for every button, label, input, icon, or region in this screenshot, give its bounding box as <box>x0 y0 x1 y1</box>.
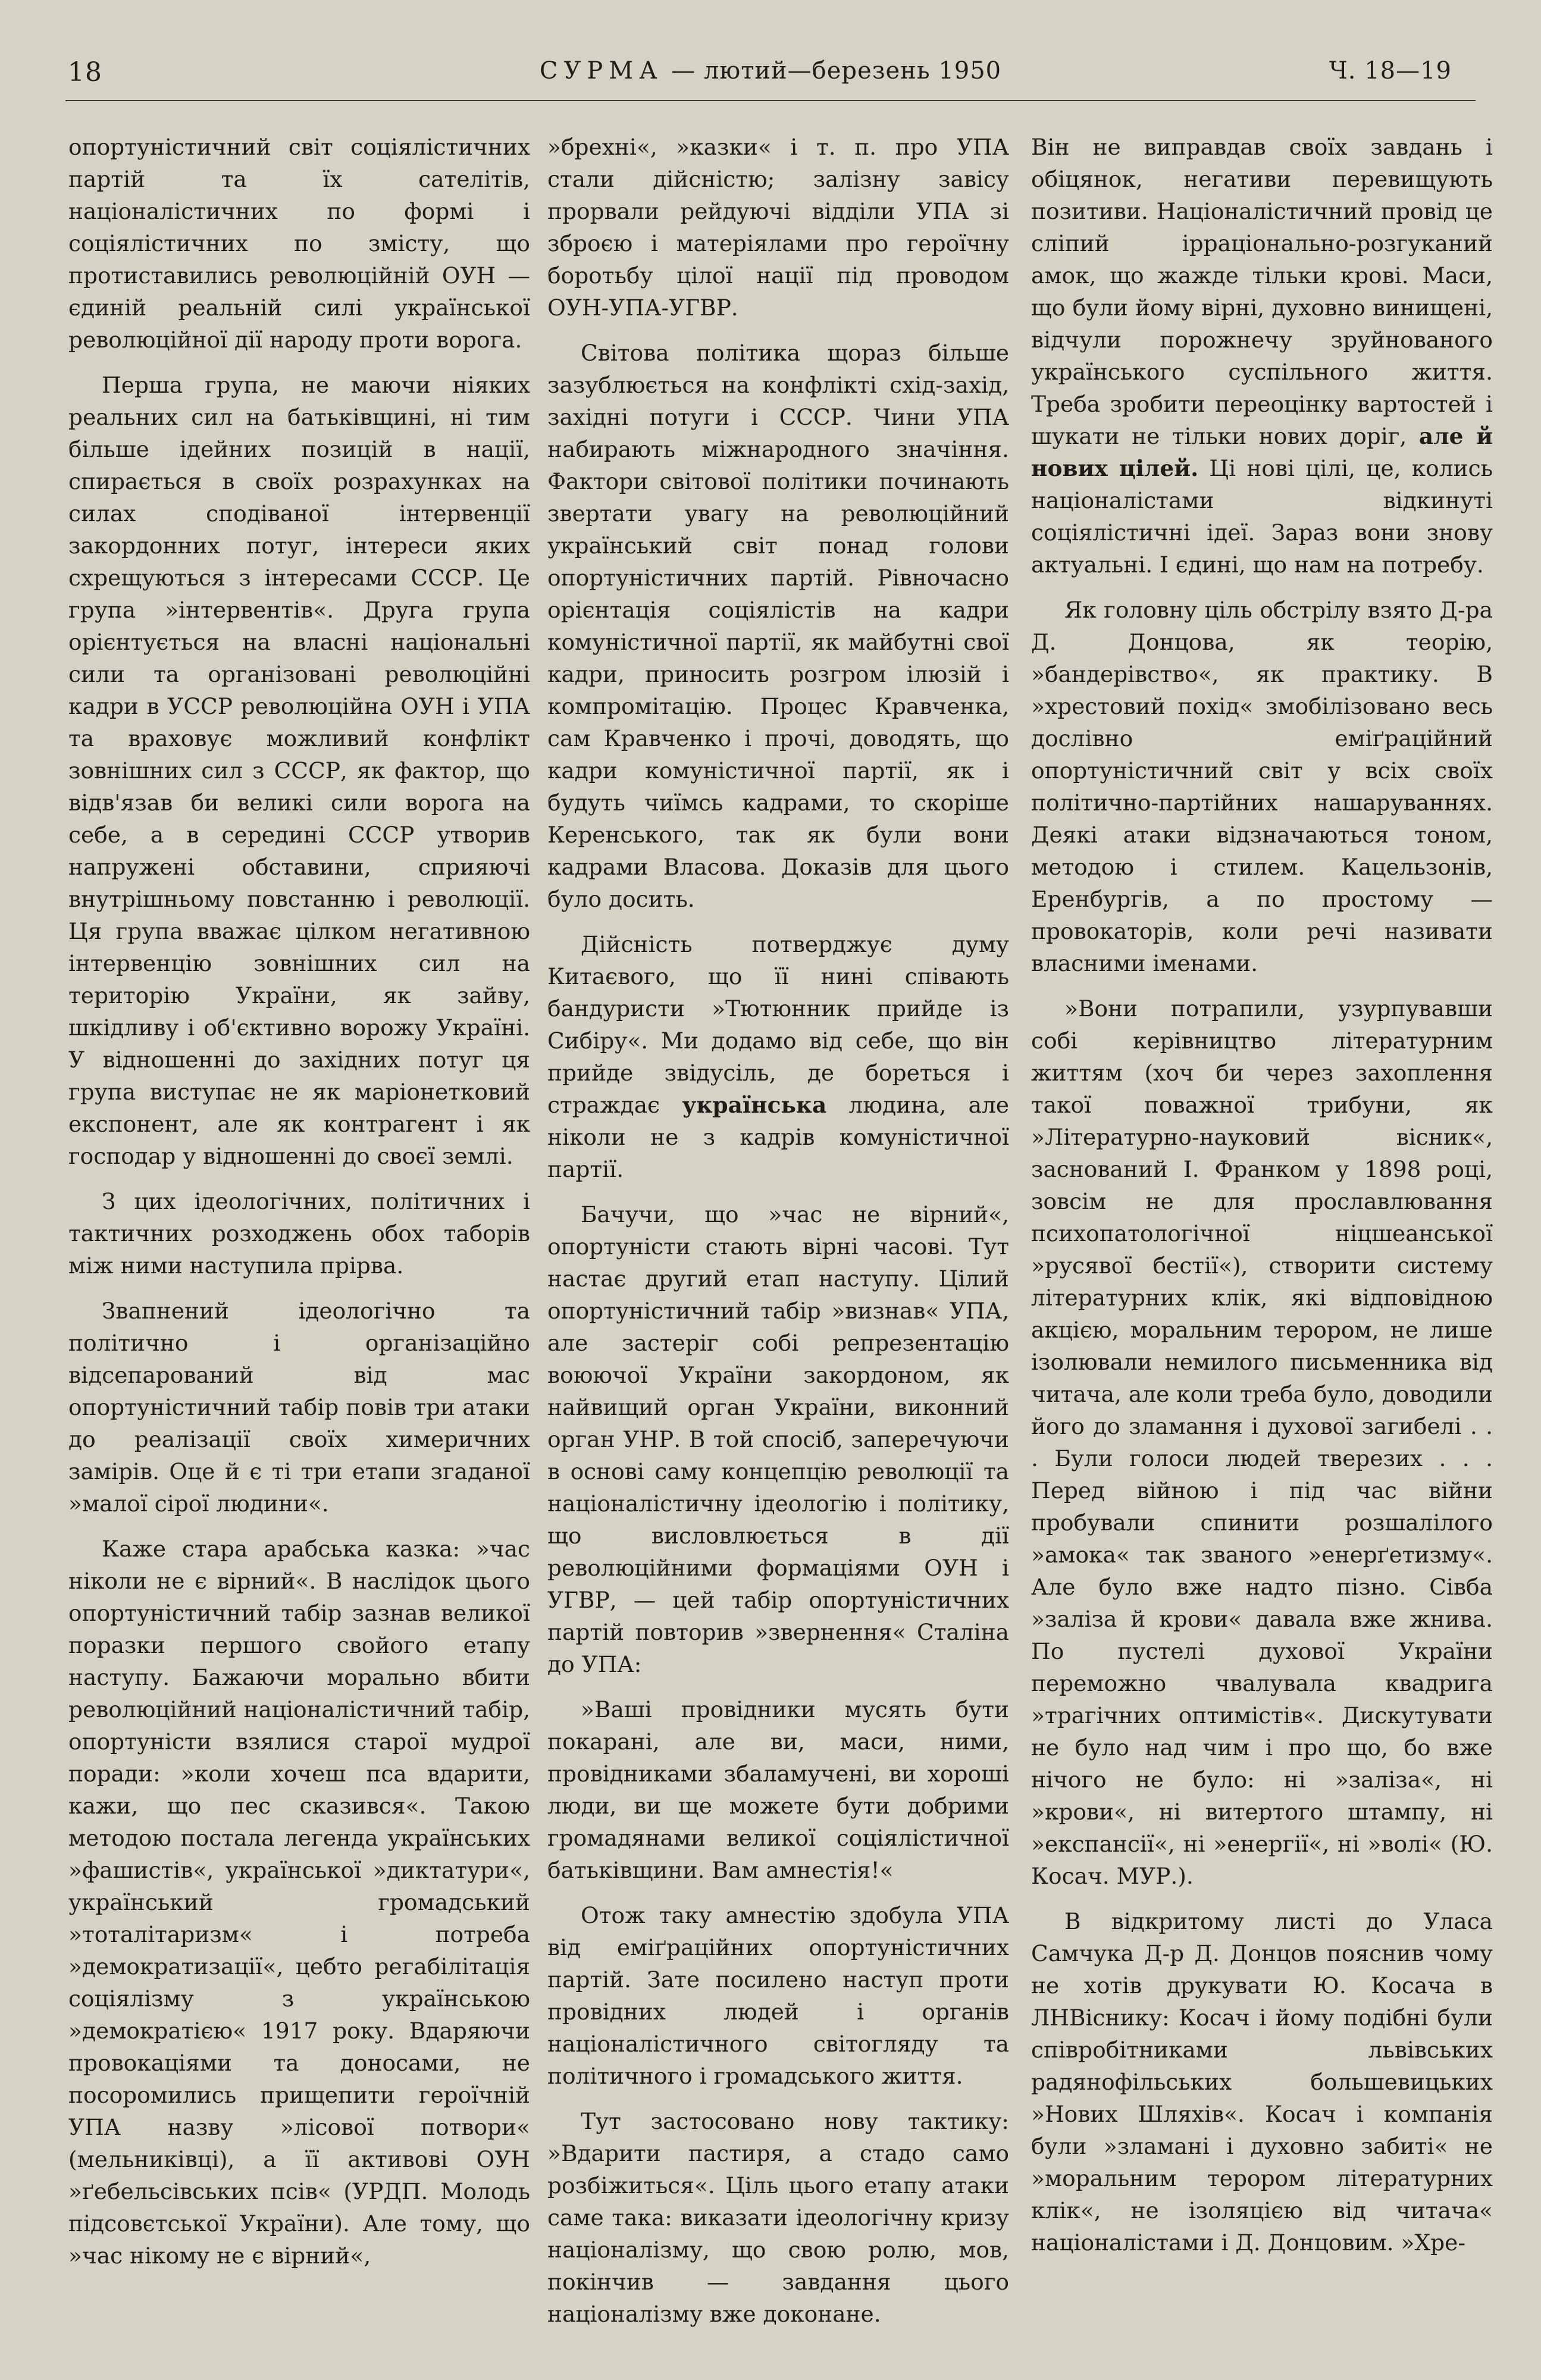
paragraph <box>547 928 1009 1185</box>
issue-number: Ч. 18—19 <box>1329 57 1452 84</box>
text-run: людина, але ніколи не з кадрів комуністичної партії. <box>547 1092 1009 1182</box>
running-header <box>65 52 1476 94</box>
paragraph <box>1031 131 1493 581</box>
header-rule <box>65 100 1476 101</box>
page-number: 18 <box>68 57 102 87</box>
text-column-2 <box>547 131 1009 2343</box>
paragraph: Каже стара арабська казка: »час ніколи не є вірний«. В наслідок цього опортуністичний табір зазнав великої поразки першого свойого етапу наступу. Бажаючи морально вбити революційний націоналістичний табір, опортуністи взялися старої мудрої поради: »коли хочеш пса вдарити, кажи, що пес сказився«. Такою методою постала легенда українських »фашистів«, української »диктатури«, український громадський »тоталітаризм« і потреба »демократизації«, цебто регабілітація соціялізму з українською »демократією« 1917 року. Вдаряючи провокаціями та доносами, не посоромились прищепити героїчній УПА назву »лісової потвори« (мельниківці), а її активові ОУН »ґебельсівських псів« (УРДП. Молодь підсовєтської України). Але тому, що »час нікому не є вірний«, <box>68 1536 530 2269</box>
paragraph: Тут застосовано нову тактику: »Вдарити пастиря, а стадо само розбіжиться«. Ціль цього етапу атаки саме така: виказати ідеологічну кризу націоналізму, що свою ролю, мов, покінчив — завдання цього націоналізму вже доконане. <box>547 2108 1009 2327</box>
quote-paragraph: »Ваші провідники мусять бути покарані, але ви, маси, ними, провідниками збаламучені, ви хороші люди, ви ще можете бути добрими громадянами великої соціялістичної батьківщини. Вам амнестія!« <box>547 1696 1009 1883</box>
text-run: Дійсність потверджує думу Китаєвого, що її нині співають бандуристи »Тютюнник прийде із Сибіру«. Ми додамо від себе, що він прийде звідусіль, де бореться і страждає <box>547 931 1009 1118</box>
paragraph: »брехні«, »казки« і т. п. про УПА стали дійсністю; залізну завісу прорвали рейдуючі відділи УПА зі зброєю і матеріялами про героїчну боротьбу цілої нації під проводом ОУН-УПА-УГВР. <box>547 134 1009 321</box>
text-column-3 <box>1031 131 1493 2272</box>
quote-paragraph: »Вони потрапили, узурпувавши собі керівництво літературним життям (хоч би через захоплення такої поважної трибуни, як »Літературно-науковий вісник«, заснований І. Франком у 1898 році, зовсім не для прославлювання психопатологічної ніцшеанської »русявої бестії«), створити систему літературних клік, які відповідною акцією, моральним терором, не лише ізолювали немилого письменника від читача, але коли треба було, доводили його до зламання і духової загибелі . . . Були голоси людей тверезих . . . Перед війною і під час війни пробували спинити розшалілого »амока« так званого »енерґетизму«. Але було вже надто пізно. Сівба »заліза й крови« давала вже жнива. По пустелі духової України переможно чвалувала квадрига »трагічних оптимістів«. Дискутувати не було над чим і про що, бо вже нічого не було: ні »заліза«, ні »крови«, ні витертого штампу, ні »експансії«, ні »енергії«, ні »волі« (Ю. Косач. МУР.). <box>1031 995 1493 1889</box>
issue-date: — лютий—березень 1950 <box>663 57 1002 84</box>
bold-phrase: але й нових цілей. <box>1031 423 1493 481</box>
paragraph: опортуністичний світ соціялістичних партій та їх сателітів, націоналістичних по формі і соціялістичних по змісту, що протиставились революційній ОУН — єдиній реальній силі української революційної дії народу проти ворога. <box>68 134 530 353</box>
paragraph: Бачучи, що »час не вірний«, опортуністи стають вірні часові. Тут настає другий етап наступу. Цілий опортуністичний табір »визнав« УПА, але застеріг собі репрезентацію воюючої України закордоном, як найвищий орган України, виконний орган УНР. В той спосіб, заперечуючи в основі саму концепцію революції та націоналістичну ідеологію і політику, що висловлюється в дії революційними формаціями ОУН і УГВР, — цей табір опортуністичних партій повторив »звернення« Сталіна до УПА: <box>547 1201 1009 1677</box>
paragraph: Отож таку амнестію здобула УПА від еміґраційних опортуністичних партій. Зате посилено наступ проти провідних людей і органів націоналістичного світогляду та політичного і громадського життя. <box>547 1902 1009 2089</box>
text-column-1 <box>68 131 530 2285</box>
paragraph: З цих ідеологічних, політичних і тактичних розходжень обох таборів між ними наступила прірва. <box>68 1188 530 1279</box>
paragraph: Перша група, не маючи ніяких реальних сил на батьківщині, ні тим більше ідейних позицій в нації, спирається в своїх розрахунках на силах сподіваної інтервенції закордонних потуг, інтереси яких схрещуються з інтересами СССР. Це група »інтервентів«. Друга група орієнтується на власні національні сили та організовані революційні кадри в УССР революційна ОУН і УПА та враховує можливий конфлікт зовнішних сил з СССР, як фактор, що відв'язав би великі сили ворога на себе, а в середині СССР утворив напружені обставини, сприяючі внутрішньому повстанню і революції. Ця група вважає цілком негативною інтервенцію зовнішних сил на територію України, як зайву, шкідливу і об'єктивно ворожу Україні. У відношенні до західних потуг ця група виступає не як маріонетковий експонент, але як контрагент і як господар у відношенні до своєї землі. <box>68 372 530 1169</box>
paragraph: Як головну ціль обстрілу взято Д-ра Д. Донцова, як теорію, »бандерівство«, як практику. В »хрестовий похід« змобілізовано весь дослівно еміґраційний опортуністичний світ у всіх своїх політично-партійних нашаруваннях. Деякі атаки відзначаються тоном, методою і стилем. Кацельзонів, Еренбургів, а по простому — провокаторів, коли речі називати власними іменами. <box>1031 597 1493 976</box>
magazine-name: СУРМА <box>539 57 663 84</box>
running-title <box>65 57 1476 84</box>
paragraph: В відкритому листі до Уласа Самчука Д-р Д. Донцов пояснив чому не хотів друкувати Ю. Косача в ЛНВіснику: Косач і йому подібні були співробітниками львівських радянофільських большевицьких »Нових Шляхів«. Косач і компанія були »зламані і духовно забиті« не »моральним терором літературних клік«, не ізоляцією від читача« націоналістами і Д. Донцовим. »Хре- <box>1031 1908 1493 2256</box>
text-run: Він не виправдав своїх завдань і обіцянок, негативи перевищують позитиви. Націоналістичний провід це сліпий ірраціонально-розгуканий амок, що жажде тільки крові. Маси, що були йому вірні, духовно винищені, відчули порожнечу зруйнованого українського суспільного життя. Треба зробити переоцінку вартостей і шукати не тільки нових доріг, <box>1031 134 1493 449</box>
paragraph: Звапнений ідеологічно та політично і організаційно відсепарований від мас опортуністичний табір повів три атаки до реалізації своїх химеричних замірів. Оце й є ті три етапи згаданої »малої сірої людини«. <box>68 1298 530 1517</box>
paragraph: Світова політика щораз більше зазублюється на конфлікті схід-захід, західні потуги і СССР. Чини УПА набирають міжнародного значіння. Фактори світової політики починають звертати увагу на революційний український світ понад голови опортуністичних партій. Рівночасно орієнтація соціялістів на кадри комуністичної партії, як майбутні свої кадри, приносить розгром ілюзій і компромітацію. Процес Кравченка, сам Кравченко і прочі, доводять, що кадри комуністичної партії, як і будуть чиїмсь кадрами, то скоріше Керенського, так як були вони кадрами Власова. Доказів для цього було досить. <box>547 340 1009 912</box>
bold-word: українська <box>682 1092 827 1118</box>
text-run: Ці нові цілі, це, колись націоналістами відкинуті соціялістичні ідеї. Зараз вони знову актуальні. І єдині, що нам на потребу. <box>1031 455 1493 578</box>
